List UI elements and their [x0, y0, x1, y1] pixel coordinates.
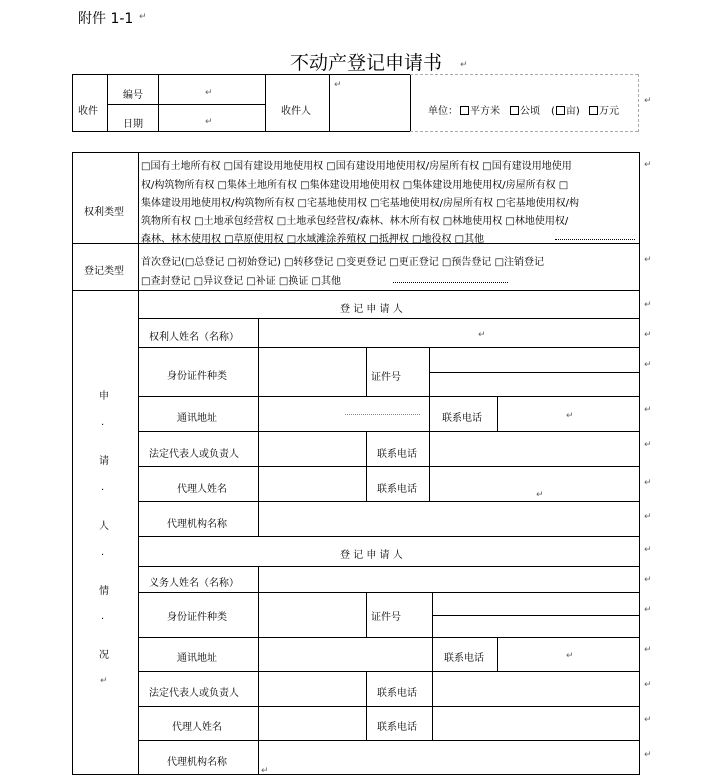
page-title: 不动产登记申请书: [290, 52, 443, 74]
receiver-field[interactable]: [330, 75, 409, 130]
right-holder-name-field[interactable]: [259, 319, 638, 346]
receipt-number-label: 编号: [123, 90, 143, 101]
unit-option-hectare[interactable]: 公顷: [509, 102, 540, 117]
agent-name-label: 代理人姓名: [177, 484, 227, 495]
unit-option-mu[interactable]: ( 亩): [551, 106, 580, 117]
id-type-field-2[interactable]: [259, 593, 365, 636]
reg-type-label: 登记类型: [84, 266, 124, 277]
id-number-field-2[interactable]: [433, 593, 638, 636]
phone-label: 联系电话: [442, 413, 482, 424]
receiver-label: 收件人: [281, 106, 311, 117]
id-number-label-2: 证件号: [371, 612, 401, 623]
reg-type-other-field[interactable]: [393, 282, 508, 283]
legal-rep-phone-field-2[interactable]: [433, 672, 638, 705]
agent-phone-field[interactable]: [430, 467, 638, 500]
id-number-field[interactable]: [430, 348, 638, 395]
applicant-header-2: 登 记 申 请 人: [340, 550, 403, 561]
legal-rep-label-2: 法定代表人或负责人: [149, 688, 239, 699]
address-label: 通讯地址: [177, 413, 217, 424]
applicant-header: 登 记 申 请 人: [340, 304, 403, 315]
legal-rep-field[interactable]: [259, 432, 365, 465]
unit-wanyuan-checkbox[interactable]: [589, 106, 598, 115]
agent-phone-label-2: 联系电话: [377, 722, 417, 733]
unit-mu-checkbox[interactable]: [556, 106, 565, 115]
right-type-other-field[interactable]: [555, 239, 635, 240]
obligor-name-label: 义务人姓名（名称）: [149, 578, 239, 589]
unit-hectare-checkbox[interactable]: [510, 106, 519, 115]
agency-name-label-2: 代理机构名称: [167, 757, 227, 768]
right-holder-name-label: 权利人姓名（名称）: [149, 332, 239, 343]
id-type-field[interactable]: [259, 348, 365, 395]
unit-option-sqm[interactable]: 平方米: [459, 102, 500, 117]
legal-rep-field-2[interactable]: [259, 672, 365, 705]
unit-sqm-checkbox[interactable]: [460, 106, 469, 115]
attachment-label: 附件 1-1: [78, 11, 134, 27]
agent-name-field-2[interactable]: [259, 707, 365, 739]
phone-label-2: 联系电话: [444, 653, 484, 664]
id-type-label-2: 身份证件种类: [167, 612, 227, 623]
right-type-label: 权利类型: [84, 207, 124, 218]
address-label-2: 通讯地址: [177, 653, 217, 664]
unit-label: 单位：: [428, 106, 458, 117]
legal-rep-phone-label: 联系电话: [377, 449, 417, 460]
agent-name-field[interactable]: [259, 467, 365, 500]
agency-name-field[interactable]: [259, 502, 638, 535]
receipt-label: 收件: [78, 106, 98, 117]
obligor-name-field[interactable]: [259, 567, 638, 591]
agency-name-label: 代理机构名称: [167, 519, 227, 530]
agent-phone-field-2[interactable]: [433, 707, 638, 739]
receipt-date-label: 日期: [123, 119, 143, 130]
address-field-2[interactable]: [259, 638, 431, 670]
legal-rep-phone-label-2: 联系电话: [377, 688, 417, 699]
agency-name-field-2[interactable]: [259, 741, 638, 773]
agent-phone-label: 联系电话: [377, 484, 417, 495]
agent-name-label-2: 代理人姓名: [172, 722, 222, 733]
unit-option-wanyuan[interactable]: 万元: [588, 102, 619, 117]
legal-rep-phone-field[interactable]: [430, 432, 638, 465]
id-number-label: 证件号: [371, 372, 401, 383]
legal-rep-label: 法定代表人或负责人: [149, 449, 239, 460]
id-type-label: 身份证件种类: [167, 371, 227, 382]
